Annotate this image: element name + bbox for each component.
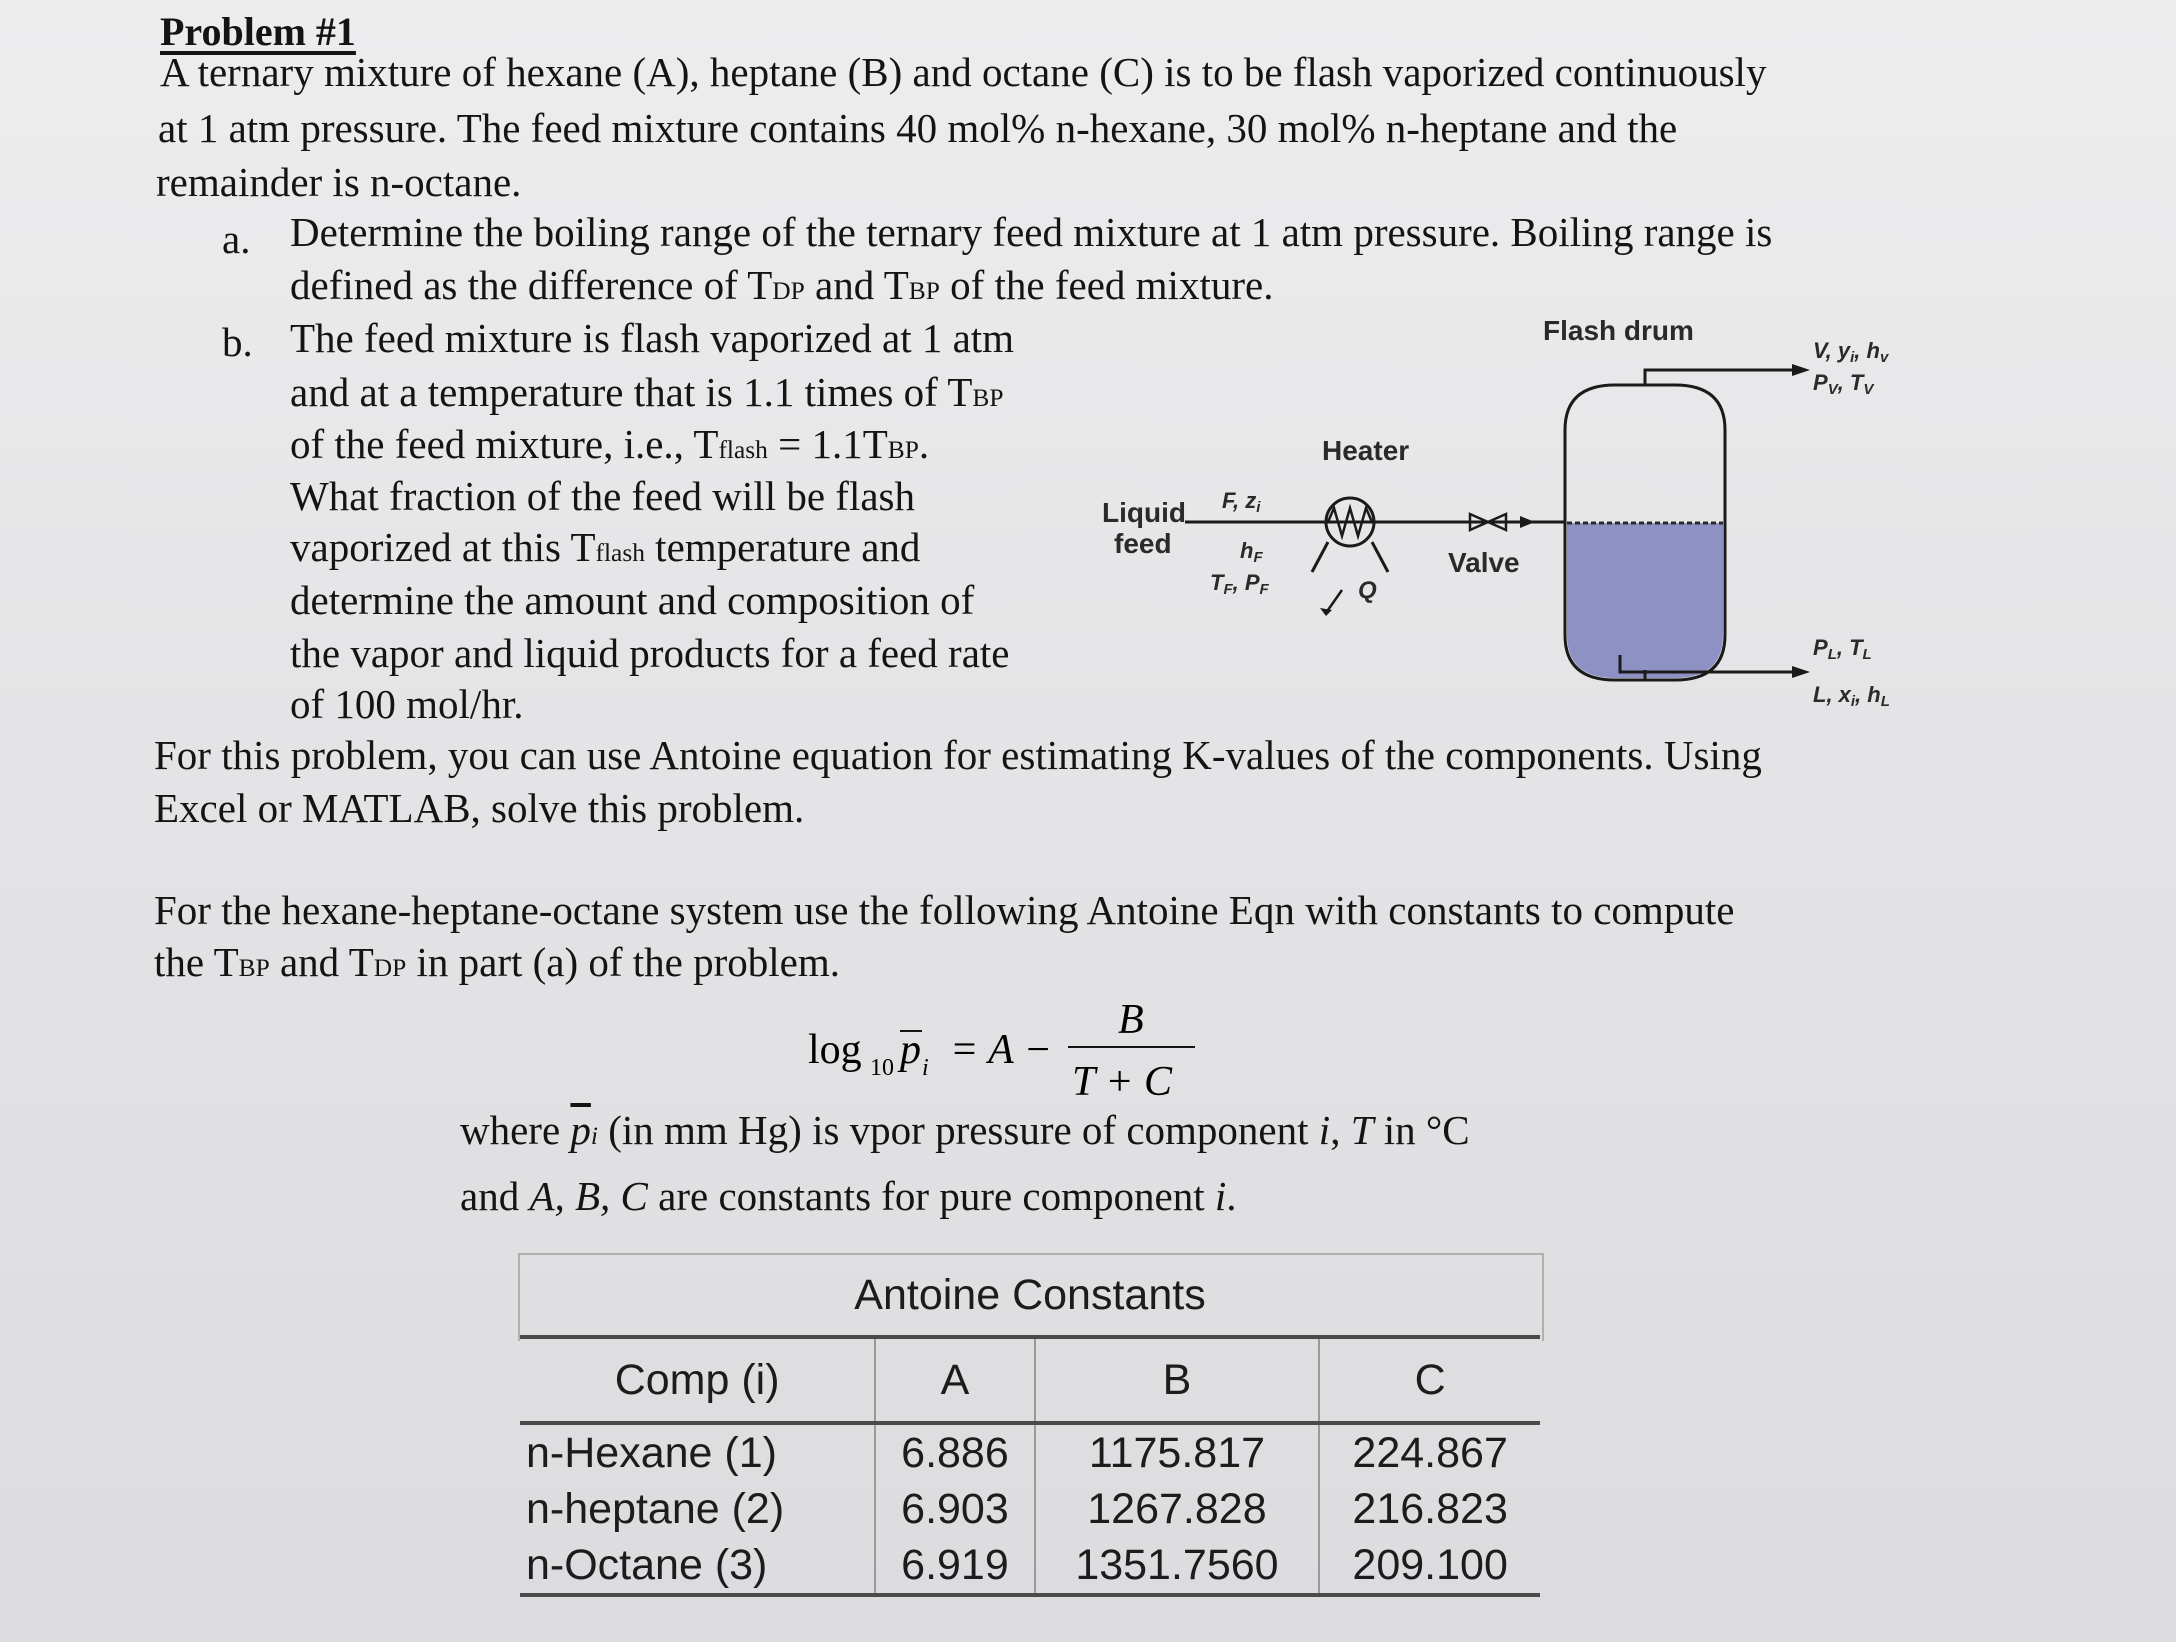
part-b-line-2: and at a temperature that is 1.1 times of TBP	[290, 369, 1004, 415]
table-row	[520, 1423, 1540, 1481]
heater-q-line-right	[1372, 542, 1388, 572]
heater-label: Heater	[1322, 435, 1410, 466]
part-b-line-8: of 100 mol/hr.	[290, 681, 524, 727]
part-a-line-1: Determine the boiling range of the ternary feed mixture at 1 atm pressure. Boiling range is	[290, 209, 1773, 255]
cell-c: 224.867	[1352, 1428, 1508, 1477]
eq-a: = A −	[950, 1027, 1052, 1073]
liquid-stream-1: PL, TL	[1813, 635, 1872, 663]
feed-arrow-head	[1520, 516, 1535, 528]
cell-a: 6.919	[875, 1537, 1034, 1595]
drum-liquid	[1567, 523, 1723, 678]
valve-label: Valve	[1448, 547, 1520, 578]
vapor-stream-1: V, yi, hv	[1813, 338, 1889, 366]
cell-b: 1351.7560	[1035, 1537, 1320, 1595]
col-header-comp: Comp (i)	[520, 1337, 875, 1423]
eq-log: log	[808, 1027, 862, 1073]
q-label: Q	[1358, 577, 1377, 604]
antoine-equation	[800, 995, 1250, 1105]
cell-c: 216.823	[1352, 1484, 1508, 1533]
part-b-line-3: of the feed mixture, i.e., Tflash = 1.1TBP.	[290, 421, 930, 467]
cell-comp: n-Hexane (1)	[520, 1423, 875, 1481]
flash-drum-diagram	[1080, 310, 1960, 730]
cell-a: 6.886	[875, 1423, 1034, 1481]
heater-q-line-left	[1312, 542, 1328, 572]
note-line-2: Excel or MATLAB, solve this problem.	[154, 785, 805, 831]
antoine-constants-table	[520, 1255, 1540, 1597]
cell-b: 1175.817	[1035, 1423, 1320, 1481]
vapor-arrow	[1792, 364, 1810, 376]
note-line-1: For this problem, you can use Antoine equation for estimating K-values of the components. Using	[154, 732, 1762, 778]
feed-stream-tp: TF, PF	[1210, 570, 1269, 598]
cell-a: 6.903	[875, 1481, 1034, 1537]
part-a-line-2: defined as the difference of TDP and TBP of the feed mixture.	[290, 262, 1274, 308]
part-a-marker: a.	[222, 216, 251, 262]
cell-comp: n-heptane (2)	[520, 1481, 875, 1537]
eq-denominator: T + C	[1072, 1059, 1172, 1105]
where-line-1: where $\overline{p}i$ (in mm Hg) is vpor pressure of component i, T in °C	[460, 1107, 1470, 1153]
intro-line-1: A ternary mixture of hexane (A), heptane (B) and octane (C) is to be flash vaporized continuously	[160, 49, 1767, 95]
eq-p: p	[900, 1027, 921, 1073]
eq-numerator: B	[1118, 997, 1144, 1043]
intro-line-2: at 1 atm pressure. The feed mixture contains 40 mol% n-hexane, 30 mol% n-heptane and the	[158, 105, 1678, 151]
liquid-label: Liquid	[1102, 497, 1186, 528]
intro-line-3: remainder is n-octane.	[156, 159, 522, 205]
part-b-marker: b.	[222, 319, 253, 365]
col-header-a: A	[875, 1337, 1034, 1423]
table-caption: Antoine Constants	[520, 1255, 1540, 1337]
part-b-line-6: determine the amount and composition of	[290, 577, 975, 623]
eq-base: 10	[870, 1055, 894, 1081]
antoine-intro-line-1: For the hexane-heptane-octane system use the following Antoine Eqn with constants to compute	[154, 887, 1735, 933]
feed-stream-fz: F, zi	[1222, 488, 1261, 516]
antoine-intro-line-2: the TBP and TDP in part (a) of the problem.	[154, 939, 840, 985]
where-line-2: and A, B, C are constants for pure component i.	[460, 1173, 1237, 1219]
part-b-line-7: the vapor and liquid products for a feed rate	[290, 630, 1010, 676]
problem-title: Problem #1	[160, 9, 356, 54]
cell-b: 1267.828	[1035, 1481, 1320, 1537]
eq-p-sub: i	[922, 1055, 929, 1081]
table-row	[520, 1537, 1540, 1595]
feed-label: feed	[1114, 528, 1172, 559]
col-header-c: C	[1319, 1337, 1540, 1423]
table-row	[520, 1481, 1540, 1537]
cell-c: 209.100	[1319, 1537, 1540, 1595]
liquid-stream-2: L, xi, hL	[1813, 682, 1890, 710]
vapor-outlet-line	[1645, 370, 1792, 385]
cell-comp: n-Octane (3)	[520, 1537, 875, 1595]
feed-stream-h: hF	[1240, 538, 1263, 566]
q-arrow-line	[1328, 590, 1342, 610]
part-b-line-4: What fraction of the feed will be flash	[290, 473, 915, 519]
col-header-b: B	[1035, 1337, 1320, 1423]
q-arrow-head	[1320, 608, 1332, 616]
part-b-line-1: The feed mixture is flash vaporized at 1 atm	[290, 315, 1015, 361]
liquid-arrow	[1792, 666, 1810, 678]
part-b-line-5: vaporized at this Tflash temperature and	[290, 524, 921, 570]
vapor-stream-2: PV, TV	[1813, 370, 1874, 398]
flash-drum-label: Flash drum	[1543, 315, 1694, 346]
